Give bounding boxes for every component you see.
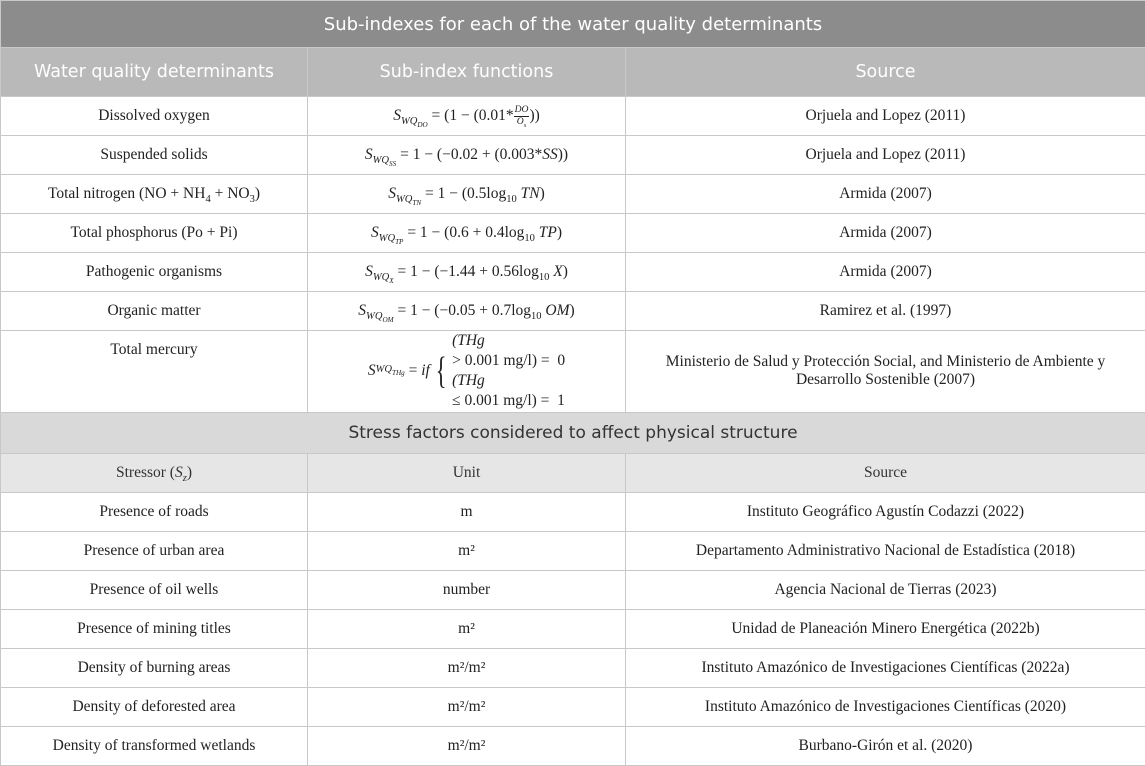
- formula-cell: S $WQ_{THg}$ = if { (THg > 0.001 mg/l) = 0 (THg ≤ 0.001 mg/l) = 1: [308, 331, 626, 413]
- formula-cell: $S_{WQ_X} = 1 - (-1.44 + 0.56\log_{10}$ X): [308, 253, 626, 292]
- section1-title: Sub-indexes for each of the water quality determinants: [1, 1, 1145, 48]
- table-row: [1, 175, 1145, 214]
- unit-cell: number: [308, 570, 626, 609]
- table-row: [1, 687, 1145, 726]
- table-row: [1, 531, 1145, 570]
- unit-cell: m²/m²: [308, 726, 626, 765]
- source-cell: Armida (2007): [626, 175, 1145, 214]
- section-title-row: [1, 1, 1145, 48]
- table-row: [1, 253, 1145, 292]
- section-title-row: [1, 412, 1145, 453]
- section2-title: Stress factors considered to affect physical structure: [1, 412, 1145, 453]
- header-source: Source: [626, 453, 1145, 492]
- stressor-cell: Density of deforested area: [1, 687, 308, 726]
- determinant-cell: Organic matter: [1, 292, 308, 331]
- source-cell: Ramirez et al. (1997): [626, 292, 1145, 331]
- section2-header-row: [1, 453, 1145, 492]
- unit-cell: m²/m²: [308, 648, 626, 687]
- table-row: [1, 292, 1145, 331]
- table-row: [1, 214, 1145, 253]
- formula-cell: $S_{WQ_{SS}} = 1 - (-0.02 + (0.003*SS))$: [308, 136, 626, 175]
- unit-cell: m²: [308, 531, 626, 570]
- stressor-cell: Density of burning areas: [1, 648, 308, 687]
- unit-cell: m²/m²: [308, 687, 626, 726]
- section1-header-row: [1, 48, 1145, 97]
- formula-cell: $S_{WQ_{TN}} = 1 - (0.5\log_{10}$ TN): [308, 175, 626, 214]
- header-determinants: Water quality determinants: [1, 48, 308, 97]
- source-cell: Instituto Amazónico de Investigaciones Científicas (2022a): [626, 648, 1145, 687]
- table-row: [1, 492, 1145, 531]
- table-row: [1, 609, 1145, 648]
- stressor-cell: Presence of roads: [1, 492, 308, 531]
- source-cell: Agencia Nacional de Tierras (2023): [626, 570, 1145, 609]
- header-unit: Unit: [308, 453, 626, 492]
- stressor-cell: Presence of urban area: [1, 531, 308, 570]
- source-cell: Unidad de Planeación Minero Energética (2022b): [626, 609, 1145, 648]
- formula-cell: $S_{WQ_{OM}} = 1 - (-0.05 + 0.7\log_{10}$ OM): [308, 292, 626, 331]
- table-row: [1, 570, 1145, 609]
- unit-cell: m²: [308, 609, 626, 648]
- source-cell: Instituto Geográfico Agustín Codazzi (2022): [626, 492, 1145, 531]
- stressor-cell: Presence of oil wells: [1, 570, 308, 609]
- formula-cell: $S_{WQ_{TP}} = 1 - (0.6 + 0.4\log_{10}$ TP): [308, 214, 626, 253]
- table-row: [1, 136, 1145, 175]
- source-cell: Orjuela and Lopez (2011): [626, 97, 1145, 136]
- source-cell: Burbano-Girón et al. (2020): [626, 726, 1145, 765]
- table-row: [1, 331, 1145, 413]
- table-row: [1, 648, 1145, 687]
- table-row: [1, 97, 1145, 136]
- determinant-cell: Suspended solids: [1, 136, 308, 175]
- source-cell: Ministerio de Salud y Protección Social, and Ministerio de Ambiente y Desarrollo Sostenible (2007): [626, 331, 1145, 413]
- determinant-cell: Dissolved oxygen: [1, 97, 308, 136]
- header-subindex-functions: Sub-index functions: [308, 48, 626, 97]
- determinant-cell: Total nitrogen $(NO + NH_4 + NO_3)$: [1, 175, 308, 214]
- source-cell: Instituto Amazónico de Investigaciones Científicas (2020): [626, 687, 1145, 726]
- determinant-cell: Total mercury: [1, 331, 308, 413]
- stressor-cell: Presence of mining titles: [1, 609, 308, 648]
- table-row: [1, 726, 1145, 765]
- source-cell: Armida (2007): [626, 214, 1145, 253]
- unit-cell: m: [308, 492, 626, 531]
- source-cell: Orjuela and Lopez (2011): [626, 136, 1145, 175]
- determinant-cell: Pathogenic organisms: [1, 253, 308, 292]
- formula-cell: $S_{WQ_{DO}} = (1 - (0.01*$ $\frac{DO}{O_s}$ )): [308, 97, 626, 136]
- source-cell: Departamento Administrativo Nacional de Estadística (2018): [626, 531, 1145, 570]
- stressor-cell: Density of transformed wetlands: [1, 726, 308, 765]
- determinant-cell: Total phosphorus (Po + Pi): [1, 214, 308, 253]
- header-source: Source: [626, 48, 1145, 97]
- source-cell: Armida (2007): [626, 253, 1145, 292]
- header-stressor: Stressor $(S_z)$: [1, 453, 308, 492]
